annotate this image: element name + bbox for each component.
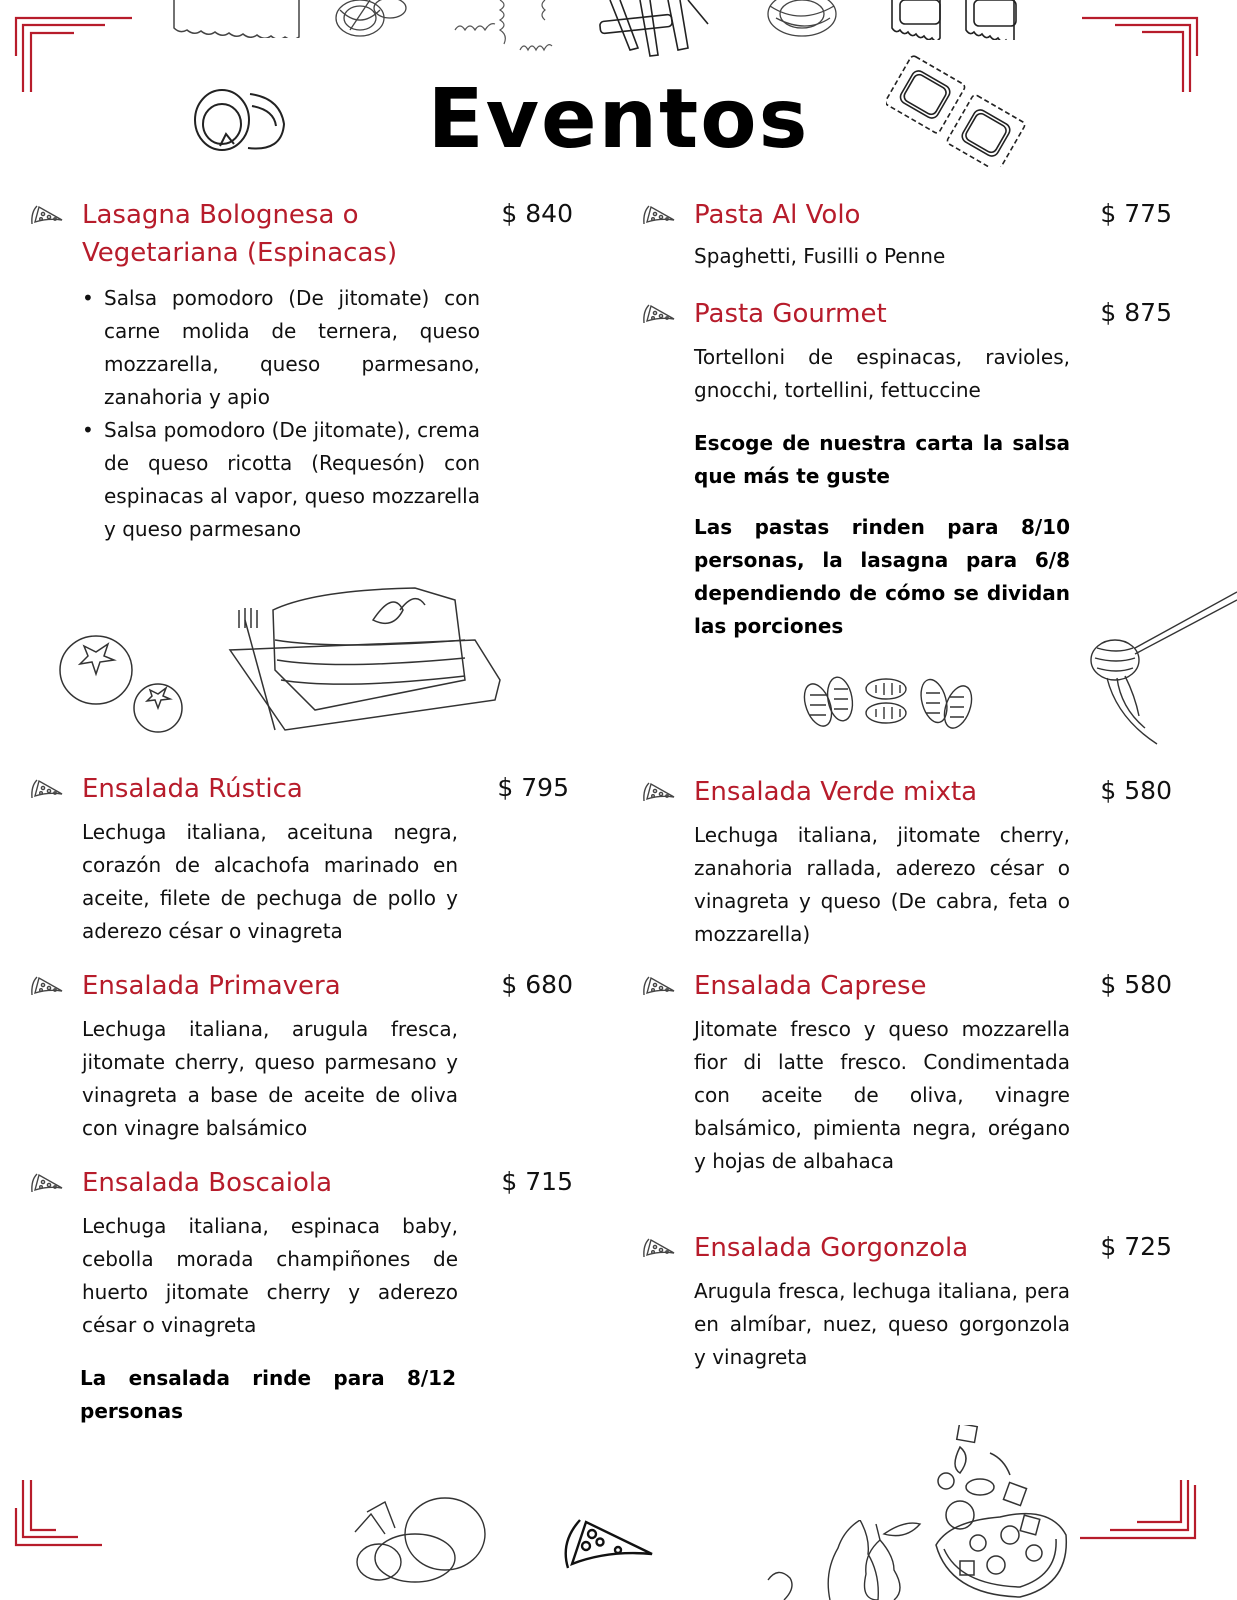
pizza-slice-icon [640,781,676,803]
item-name: Pasta Gourmet [694,299,887,329]
item-price: $ 680 [501,970,573,999]
penne-illustration [598,0,713,58]
item-price: $ 840 [501,199,573,228]
item-description-list [82,282,480,546]
menu-item-ensalada-gorgonzola [640,1229,1192,1374]
mozzarella-basil-illustration [345,1492,490,1587]
item-description: Lechuga italiana, jitomate cherry, zanahoria rallada, aderezo césar o vinagreta y queso (De cabra, feta o mozzarella) [694,823,1070,946]
sauce-choice-note: Escoge de nuestra carta la salsa que más te guste [694,431,1070,488]
fusilli-illustration [450,0,565,55]
menu-item-pasta-gourmet [640,295,1192,407]
pizza-slice-icon [28,975,64,997]
menu-item-ensalada-caprese [640,967,1192,1178]
item-description: Arugula fresca, lechuga italiana, pera en almíbar, nuez, queso gorgonzola y vinagreta [694,1279,1070,1369]
item-name: Pasta Al Volo [694,200,861,230]
pizza-slice-icon [28,204,64,226]
item-name: Ensalada Primavera [82,971,341,1001]
pizza-slice-icon [640,975,676,997]
item-price: $ 725 [1100,1232,1172,1261]
item-name: Ensalada Gorgonzola [694,1233,969,1263]
corner-bracket-bottom-left [14,1480,134,1580]
item-price: $ 715 [501,1167,573,1196]
item-description: Lechuga italiana, arugula fresca, jitomate cherry, queso parmesano y vinagreta a base de aceite de oliva con vinagre balsámico [82,1017,458,1140]
tagliatelle-nest-illustration [330,0,410,45]
item-price: $ 580 [1100,776,1172,805]
ravioli-illustration-top [888,0,1028,40]
pears-illustration [760,1520,940,1600]
item-description: Lechuga italiana, aceituna negra, corazón de alcachofa marinado en aceite, filete de pechuga de pollo y aderezo césar o vinagreta [82,820,458,943]
gnocchi-illustration [800,675,980,735]
pizza-slice-icon [640,303,676,325]
item-description: Spaghetti, Fusilli o Penne [694,244,946,268]
salad-bowl-illustration [930,1425,1075,1600]
menu-item-ensalada-boscaiola [28,1164,573,1342]
item-price: $ 795 [497,773,569,802]
item-name: Lasagna Bolognesa o Vegetariana (Espinacas) [82,200,398,268]
pizza-slice-icon [28,1172,64,1194]
item-price: $ 775 [1100,199,1172,228]
item-name: Ensalada Caprese [694,971,927,1001]
menu-item-pasta-al-volo [640,196,1192,273]
menu-item-ensalada-verde-mixta [640,773,1192,951]
menu-item-ensalada-primavera [28,967,573,1145]
lasagna-plate-illustration [225,580,510,740]
menu-item-ensalada-rustica [28,770,573,948]
pasta-servings-note: Las pastas rinden para 8/10 personas, la lasagna para 6/8 dependiendo de cómo se dividan las porciones [694,515,1070,638]
pizza-logo-illustration [558,1516,654,1574]
item-price: $ 580 [1100,970,1172,999]
pizza-slice-icon [28,778,64,800]
list-item: • Salsa pomodoro (De jitomate) con carne molida de ternera, queso mozzarella, queso parmesano, zanahoria y apio [104,282,480,414]
item-description: Jitomate fresco y queso mozzarella fior di latte fresco. Condimentada con aceite de oliva, vinagre balsámico, pimienta negra, orégano y hojas de albahaca [694,1017,1070,1173]
pizza-slice-icon [640,1237,676,1259]
item-price: $ 875 [1100,298,1172,327]
item-name: Ensalada Verde mixta [694,777,978,807]
list-item: • Salsa pomodoro (De jitomate), crema de queso ricotta (Requesón) con espinacas al vapor, queso mozzarella y queso parmesano [104,414,480,546]
page-title: Eventos [427,72,810,167]
corner-bracket-bottom-right [1080,1480,1200,1580]
tomatoes-illustration [58,630,188,735]
pizza-slice-icon [640,204,676,226]
item-description: Lechuga italiana, espinaca baby, cebolla morada champiñones de huerto jitomate cherry y aderezo césar o vinagreta [82,1214,458,1337]
spaghetti-fork-illustration [1085,588,1237,748]
item-name: Ensalada Rústica [82,774,303,804]
menu-item-lasagna [28,196,573,546]
tagliatelle-nest-illustration-2 [762,0,842,42]
salad-servings-note: La ensalada rinde para 8/12 personas [80,1366,456,1423]
item-name: Ensalada Boscaiola [82,1168,333,1198]
lasagna-sheet-illustration [172,0,307,38]
item-description: Tortelloni de espinacas, ravioles, gnocchi, tortellini, fettuccine [694,345,1070,402]
